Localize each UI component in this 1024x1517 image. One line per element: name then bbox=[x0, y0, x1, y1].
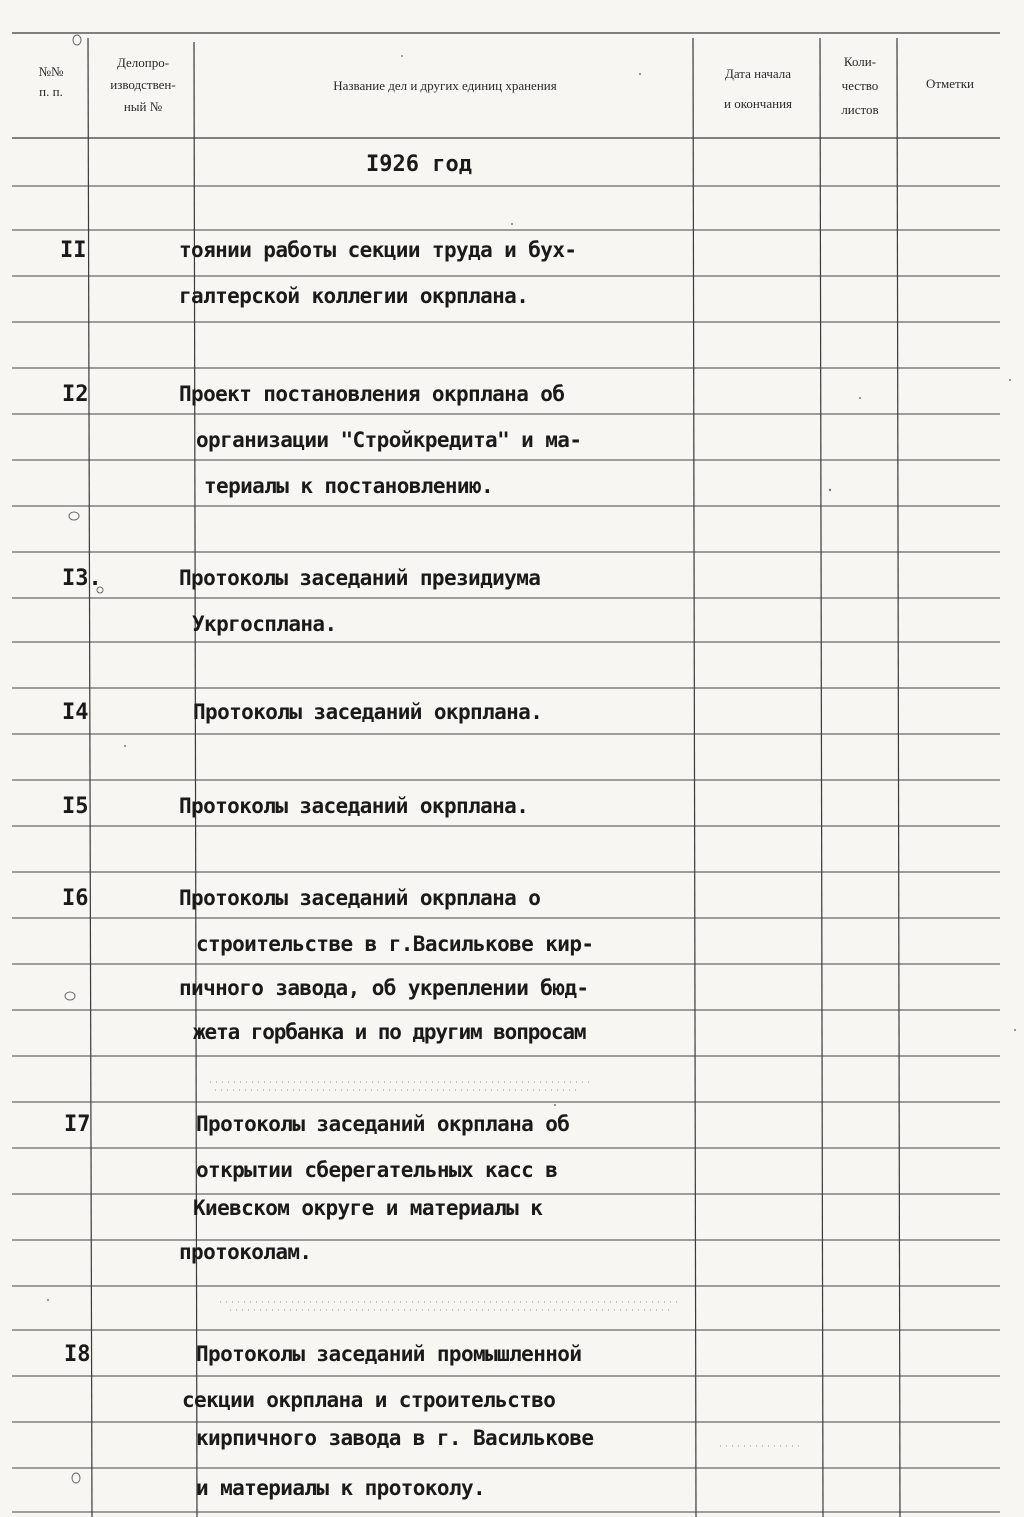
entry-title-line: Укргосплана. bbox=[192, 612, 337, 636]
entry-title-line: Протоколы заседаний окрплана. bbox=[179, 794, 529, 818]
entry-title-line: Проект постановления окрплана об bbox=[179, 382, 565, 406]
entry-title-line: жета горбанка и по другим вопросам bbox=[193, 1020, 586, 1044]
header-col-title: Название дел и других единиц хранения bbox=[333, 78, 557, 93]
header-col-dates: Дата начала и окончания bbox=[723, 66, 793, 111]
entry-number: II bbox=[60, 238, 87, 263]
entry-number: I3. bbox=[62, 566, 102, 591]
entry-title-line: кирпичного завода в г. Василькове bbox=[196, 1426, 594, 1450]
entry-title-line: Протоколы заседаний президиума bbox=[179, 566, 541, 590]
entry-title-line: организации "Стройкредита" и ма- bbox=[196, 428, 582, 452]
entry-title-line: Протоколы заседаний окрплана об bbox=[196, 1112, 570, 1136]
entry-title-line: Протоколы заседаний окрплана о bbox=[179, 886, 541, 910]
entry-title-line: галтерской коллегии окрплана. bbox=[179, 284, 529, 308]
entry-title-line: секции окрплана и строительство bbox=[182, 1388, 556, 1412]
entry-title-line: Протоколы заседаний окрплана. bbox=[193, 700, 543, 724]
entry-number: I7 bbox=[64, 1112, 91, 1137]
entry-title-line: Киевском округе и материалы к bbox=[193, 1196, 543, 1220]
entry-title-line: пичного завода, об укреплении бюд- bbox=[179, 976, 589, 1000]
entry-title-line: тоянии работы секции труда и бух- bbox=[179, 238, 577, 262]
header-col-number: №№ п. п. bbox=[38, 64, 64, 99]
entry-number: I5 bbox=[62, 794, 89, 819]
entry-number: I8 bbox=[64, 1342, 91, 1367]
entry-number: I6 bbox=[62, 886, 89, 911]
entry-title-line: Протоколы заседаний промышленной bbox=[196, 1342, 582, 1366]
year-heading: I926 год bbox=[366, 152, 472, 177]
entry-title-line: открытии сберегательных касс в bbox=[196, 1158, 558, 1182]
entry-title-line: териалы к постановлению. bbox=[204, 474, 494, 498]
entry-title-line: строительстве в г.Василькове кир- bbox=[196, 932, 594, 956]
entry-title-line: и материалы к протоколу. bbox=[196, 1476, 486, 1500]
header-col-office-number: Делопро- изводствен- ный № bbox=[110, 55, 176, 114]
header-col-sheets: Коли- чество листов bbox=[841, 54, 879, 117]
header-col-notes: Отметки bbox=[925, 76, 975, 91]
entry-number: I4 bbox=[62, 700, 89, 725]
entry-title-line: протоколам. bbox=[179, 1240, 312, 1264]
entry-number: I2 bbox=[62, 382, 89, 407]
